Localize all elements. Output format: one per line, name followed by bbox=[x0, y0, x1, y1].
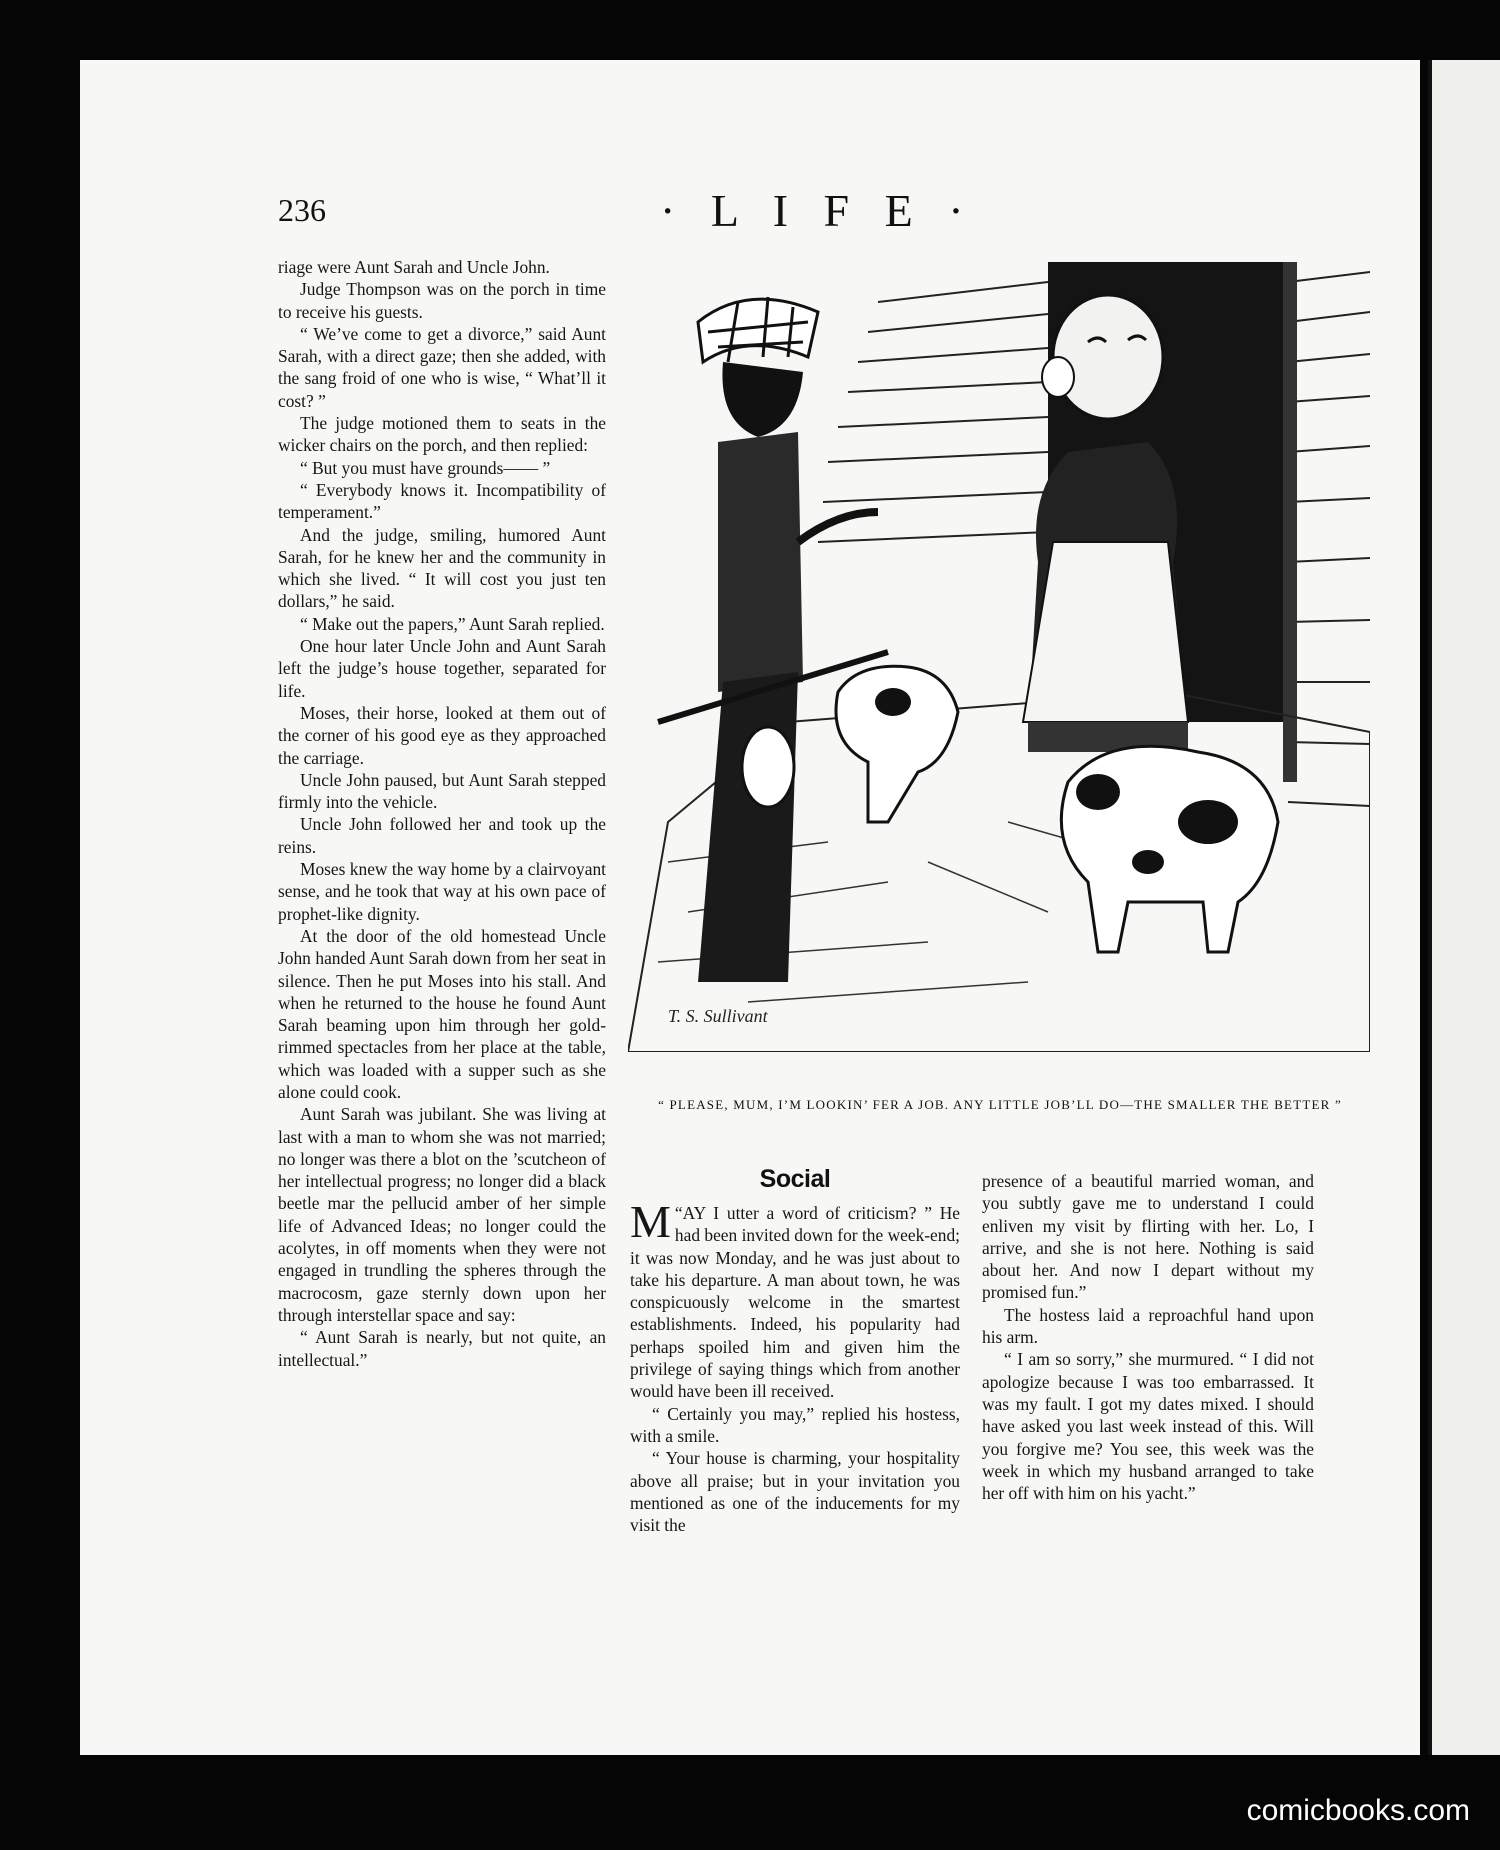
paragraph: Moses knew the way home by a clairvoyant sense, and he took that way at his own pace of prophet-like dignity. bbox=[278, 859, 606, 924]
paragraph: “ Certainly you may,” replied his hostess, with a smile. bbox=[630, 1403, 960, 1446]
artist-signature: T. S. Sullivant bbox=[668, 1006, 768, 1026]
paragraph: “ Your house is charming, your hospitality above all praise; but in your invitation you mentioned as one of the inducements for my visit the bbox=[630, 1448, 960, 1536]
paragraph: Judge Thompson was on the porch in time to receive his guests. bbox=[278, 279, 606, 322]
social-first-paragraph bbox=[630, 1196, 960, 1403]
paragraph: The judge motioned them to seats in the wicker chairs on the porch, and then replied: bbox=[278, 413, 606, 456]
woman-figure bbox=[1023, 295, 1188, 752]
watermark: comicbooks.com bbox=[1246, 1794, 1470, 1827]
paragraph: And the judge, smiling, humored Aunt Sarah, for he knew her and the community in which she lived. “ It will cost you just ten dollars,” he said. bbox=[278, 524, 606, 612]
cartoon-illustration bbox=[628, 262, 1370, 1052]
middle-column-social bbox=[630, 1196, 960, 1536]
paragraph: “ We’ve come to get a divorce,” said Aunt Sarah, with a direct gaze; then she added, with the sang froid of one who is wise, “ What’ll it cost? ” bbox=[278, 323, 606, 411]
bulldog-right bbox=[1061, 746, 1278, 952]
paragraph: Uncle John followed her and took up the reins. bbox=[278, 814, 606, 857]
paragraph: Aunt Sarah was jubilant. She was living at last with a man to whom she was not married; no longer was there a blot on the ’scutcheon of her intellectual progress; no longer did a black beetle mar the pellucid amber of her simple life of Advanced Ideas; no longer could the acolytes, in off moments when they were not engaged in trundling the spheres through the macrocosm, gaze sternly down upon her through interstellar space and say: bbox=[278, 1104, 606, 1325]
paragraph: Moses, their horse, looked at them out of the corner of his good eye as they approached the carriage. bbox=[278, 702, 606, 768]
right-column-social bbox=[982, 1170, 1314, 1504]
paragraph: “ I am so sorry,” she murmured. “ I did not apologize because I was too embarrassed. It was my fault. I got my dates mixed. I should have asked you last week instead of this. Will you forgive me? You see, this week was the week in which my husband arranged to take her off with him on his yacht.” bbox=[982, 1349, 1314, 1504]
paragraph: The hostess laid a reproachful hand upon his arm. bbox=[982, 1304, 1314, 1348]
drop-cap: M bbox=[630, 1196, 671, 1247]
left-column-story bbox=[278, 256, 606, 1371]
masthead-title: · L I F E · bbox=[660, 185, 976, 236]
tramp-figure bbox=[658, 297, 888, 982]
paragraph: riage were Aunt Sarah and Uncle John. bbox=[278, 257, 550, 277]
bulldog-center bbox=[836, 666, 958, 822]
paragraph: “ But you must have grounds—— ” bbox=[300, 457, 551, 478]
illustration-caption: “ PLEASE, MUM, I’M LOOKIN’ FER A JOB. ANY LITTLE JOB’LL DO—THE SMALLER THE BETTER ” bbox=[658, 1097, 1342, 1112]
paragraph: presence of a beautiful married woman, and you subtly gave me to understand I could enliven my visit by flirting with her. Lo, I arrive, and she is not here. Nothing is said about her. And now I depart without my promised fun.” bbox=[982, 1171, 1314, 1303]
section-title-social: Social bbox=[759, 1165, 831, 1193]
paragraph: “ Make out the papers,” Aunt Sarah replied. bbox=[300, 613, 605, 634]
paragraph: One hour later Uncle John and Aunt Sarah left the judge’s house together, separated for life. bbox=[278, 636, 606, 701]
next-page-edge bbox=[1432, 60, 1500, 1755]
paragraph: At the door of the old homestead Uncle John handed Aunt Sarah down from her seat in silence. Then he put Moses into his stall. And when he returned to the house he found Aunt Sarah beaming upon him through her gold-rimmed spectacles from her place at the table, which was loaded with a supper such as she alone could cook. bbox=[278, 925, 606, 1102]
social-first-paragraph-text: AY I utter a word of criticism? ” He had been invited down for the week-end; it was now Monday, and he was just about to take his departure. A man about town, he was conspicuously welcome in the smartest establishments. Indeed, his popularity had perhaps spoiled him and given him the privilege of saying things which from another would have been ill received. bbox=[630, 1203, 960, 1402]
door-frame bbox=[1283, 262, 1297, 782]
paragraph: “ Aunt Sarah is nearly, but not quite, an intellectual.” bbox=[278, 1327, 606, 1370]
opening-quote: “ bbox=[674, 1203, 683, 1223]
paragraph: Uncle John paused, but Aunt Sarah stepped firmly into the vehicle. bbox=[278, 769, 606, 813]
paragraph: “ Everybody knows it. Incompatibility of temperament.” bbox=[278, 479, 606, 523]
page-number: 236 bbox=[278, 192, 326, 228]
